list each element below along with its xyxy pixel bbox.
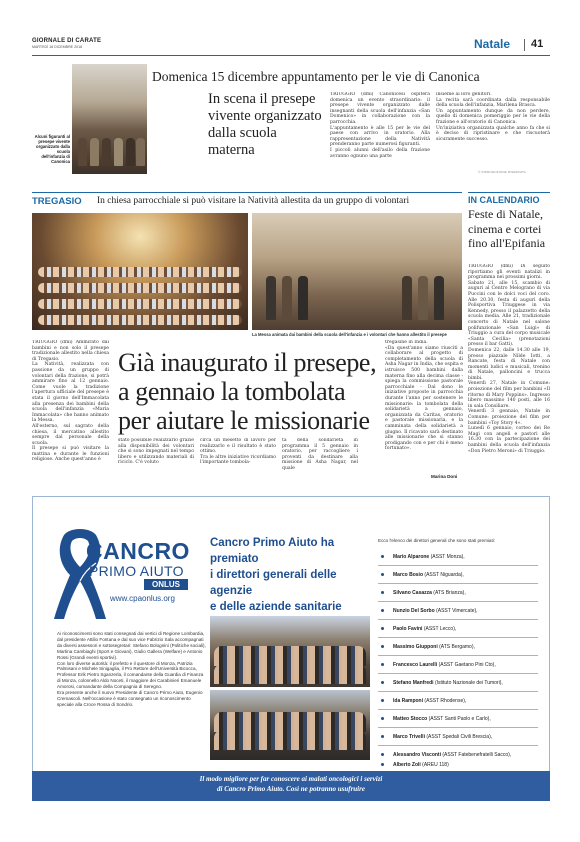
cpa-footer-text: Il modo migliore per far conoscere ai malati oncologici i servizi di Cancro Primo Aiuto. Così ne potranno usufruire: [199, 775, 383, 793]
section-separator: [524, 39, 525, 51]
calendar-headline: Feste di Natale, cinema e cortei fino all'Epifania: [468, 207, 546, 250]
tregasio-column-4: ta della solidarietà in programma il 5 gennaio in oratorio, per raccogliere i proventi da destinare alla missione di Asha Nagar, nel quale: [282, 438, 358, 471]
list-item: Massimo Giupponi (ATS Bergamo),: [378, 638, 538, 656]
presepe-volunteers-photo: [252, 213, 462, 330]
bullet-icon: [381, 681, 384, 684]
directors-list-intro: Ecco l'elenco dei direttori generali che sono stati premiati:: [378, 538, 496, 543]
list-item: Marco Bosio (ASST Niguarda),: [378, 566, 538, 584]
tregasio-column-2: stato possibile realizzarlo grazie alla disponibilità dei volontari che si sono impegnati nel tempo libero e utilizzando materiali di riciclo. C'è voluto: [118, 438, 194, 466]
list-item: Matteo Stocco (ASST Santi Paolo e Carlo),: [378, 710, 538, 728]
list-item: Stefano Manfredi (Istituto Nazionale dei Tumori),: [378, 674, 538, 692]
cpa-onlus-badge: ONLUS: [144, 579, 188, 590]
list-item: Ida Ramponi (ASST Rhodense),: [378, 692, 538, 710]
bullet-icon: [381, 763, 384, 766]
presepe-photo-caption: Alcuni figuranti al presepe vivente organizzato dalla scuola dell'infanzia di Canonica: [34, 134, 70, 164]
bullet-icon: [381, 591, 384, 594]
tregasio-signature: Marina Doni: [431, 474, 458, 479]
presepe-headline: In scena il presepe vivente organizzato dalla scuola materna: [208, 91, 322, 158]
tregasio-photo-caption: La Messa animata dai bambini della scuola dell'infanzia e i volontari che hanno allestito il presepe: [252, 332, 447, 337]
tregasio-rule: [32, 192, 462, 193]
presepe-banner-title: Domenica 15 dicembre appuntamento per le vie di Canonica: [152, 69, 480, 84]
award-ceremony-photo: [210, 616, 370, 687]
list-item: Paolo Favini (ASST Lecco),: [378, 620, 538, 638]
calendar-rule: [468, 192, 550, 193]
tregasio-column-1: TRIUGGIO (dmi) Ammirato dai bambini e non solo il presepe tradizionale allestito nella chiesa di Tregasio. La Natività, realizzata con passione da un gruppo di volontari della frazione, si potrà ammirare fino al 12 gennaio. Come vuole la tradizione l'apertura ufficiale del presepe è stata il giorno dell'Immacolata alla presenza dei bambini della scuola dell'infanzia «Maria Immacolata» che hanno animato la Messa. All'esterno, sul sagrato della chiesa, il mercatino allestito sempre dal personale della scuola. Il presepe si può visitare la mattina e durante le funzioni religiose. Anche quest'anno è: [32, 340, 109, 463]
church-children-photo: [32, 213, 248, 330]
list-item: Marco Trivelli (ASST Spedali Civili Brescia),: [378, 728, 538, 746]
tregasio-column-3: circa un mesetto di lavoro per realizzarlo e il risultato è stato ottimo. Tra le altre iniziative ricordiamo l'importante tombola-: [200, 438, 276, 466]
calendar-label: IN CALENDARIO: [468, 195, 540, 205]
tregasio-headline: Già inaugurato il presepe, a gennaio la tombolata per aiutare le missionarie: [118, 348, 377, 435]
cpa-logo-line2: PRIMO AIUTO: [89, 563, 184, 579]
cpa-headline: Cancro Primo Aiuto ha premiato i direttori generali delle agenzie e delle aziende sanitarie: [210, 537, 342, 613]
cpa-website-link[interactable]: www.cpaonlus.org: [110, 594, 175, 603]
bullet-icon: [381, 663, 384, 666]
dateline: MARTEDÌ 18 DICEMBRE 2018: [32, 45, 83, 49]
bullet-icon: [381, 699, 384, 702]
masthead: GIORNALE DI CARATE: [32, 38, 102, 44]
presepe-column-1: TRIUGGIO (dmi) Canonicesi ospiterà domenica un evento straordinario: il presepe vivente organizzato dalle insegnanti della scuola dell'infanzia «San Domenico» in collaborazione con la parrocchia. L'appuntamento è alle 15 per le vie del paese con arrivo in oratorio. Alla rappresentazione della Natività prenderanno parte numerosi figuranti. I piccoli alunni dell'asilo della frazione avranno ognuno una parte: [330, 92, 430, 159]
cpa-body: Ai riconoscimenti sono stati consegnati dai vertici di Regione Lombardia, dal presidente Attilio Fontana e dal suo vice Fabrizio Sala accompagnati da diversi assessori e sottosegretari: Stefano Bolognini (Politiche sociali), Martina Cambiaghi (Sport e Giovani), Giulio Gallera (Welfare) e Antonio Rossi (Grandi eventi sportivi). Con loro diverse autorità: il prefetto e il questore di Monza, Patrizia Palmisani e Michele Sinigaglia, il Pro Rettore dell'Università Bicocca, Professor Erik Pietro Sganzerla, il comandante della Guardia di Finanza di Monza, colonnello Aldo Noceti, il maggiore dei Carabinieri Emanuele Amorosi, comandante della Compagnia di Seregno. Era presente anche il nuovo Presidente di Cancro Primo Aiuto, Eugenio Cremascoli. Nell'occasione è stato consegnato un riconoscimento speciale alla Croce Rossa di Sondrio.: [57, 631, 206, 707]
list-item: Francesco Laurelli (ASST Gaetano Pini Cto),: [378, 656, 538, 674]
top-rule: [32, 55, 550, 56]
presepe-column-2: insieme ai loro genitori. La recita sarà coordinata dalla responsabile della scuola dell'infanzia, Marilena Brasca. Un appuntamento dunque da non perdere, quello di domenica pomeriggio per le vie della frazione e all'oratorio di Canonica. Un'iniziativa organizzata qualche anno fa che si è deciso di ripristinare e che riscuoterà sicuramente successo.: [436, 92, 550, 142]
list-item: Mario Alparone (ASST Monza),: [378, 548, 538, 566]
bullet-icon: [381, 555, 384, 558]
cpa-logo-line1: CANCRO: [86, 538, 190, 564]
list-item: Silvano Casazza (ATS Brianza),: [378, 584, 538, 602]
calendar-body: TRIUGGIO (dmi) Di seguito riportiamo gli eventi natalizi in programma nei prossimi giorni. Sabato 21, alle 15, scambio di auguri al Centro Melograno di via Puccini con le dolci voci del coro. Alle 20.30, festa di auguri della Polisportiva Triuggese in via Kennedy, presso il palazzetto della scuola media. Alle 21, tradizionale concerto di Natale nel salone polifunzionale «San Luigi» di Triuggio a cura del corpo musicale «Santa Cecilia» (prenotazioni presso il bar Gatti). Domenica 22, dalle 14.30 alle 19, presso piazzale Nilde Iotti, a Rancate, festa di Natale con momenti ludici e musicali, trenino di Natale, palloncini e trucca bimbi. Venerdì 27, Natale in Comune: proiezione del film per bambini «Il ritorno di Mary Poppins». Ingresso libero massimo 140 posti, alle 16 in sala Consiliare. Venerdì 3 gennaio, Natale in Comune: proiezione del film per bambini «Toy Story 4». Lunedì 6 gennaio, corteo dei Re Magi con angeli e pastori alle 16.30 con la partecipazione dei bambini della scuola dell'infanzia «Don Pietro Meroni» di Triuggio.: [468, 264, 550, 454]
page-number: 41: [531, 38, 544, 50]
bullet-icon: [381, 609, 384, 612]
tregasio-kicker: In chiesa parrocchiale si può visitare la Natività allestita da un gruppo di volontari: [97, 196, 410, 206]
bullet-icon: [381, 573, 384, 576]
list-item: Alessandro Visconti (ASST Fatebenefratelli Sacco),: [378, 746, 538, 764]
tregasio-label: TREGASIO: [32, 196, 82, 207]
bullet-icon: [381, 753, 384, 756]
list-item: Nunzio Del Sorbo (ASST Vimercate),: [378, 602, 538, 620]
bullet-icon: [381, 717, 384, 720]
group-photo: [210, 690, 370, 760]
bullet-icon: [381, 627, 384, 630]
presepe-photo: [72, 64, 147, 174]
section-name: Natale: [474, 37, 511, 51]
bullet-icon: [381, 645, 384, 648]
tregasio-column-5: tregasine in India. «Da quest'anno siamo riusciti a collaborare al progetto di completamento della scuola di Asha Nagar in India, che ospita e istruisce 500 bambini dalla materna fino alla decima classe - spiega la commissione pastorale parrocchiale - Dal dono le iniziative proposte in parrocchia durante l'anno per sostenere le missionarie: la tombolata della solidarietà a gennaio, organizzata da Caritas, oratorio e pastorale missionaria, e la camminata della solidarietà a giugno. Il ricavato sarà destinato alle missionarie che si stanno prodigando con e per chi è meno fortunato».: [385, 340, 463, 452]
bullet-icon: [381, 735, 384, 738]
list-item: Alberto Zoli (AREU 118): [378, 760, 538, 770]
presepe-credit: © RIPRODUZIONE RISERVATA: [478, 170, 526, 174]
